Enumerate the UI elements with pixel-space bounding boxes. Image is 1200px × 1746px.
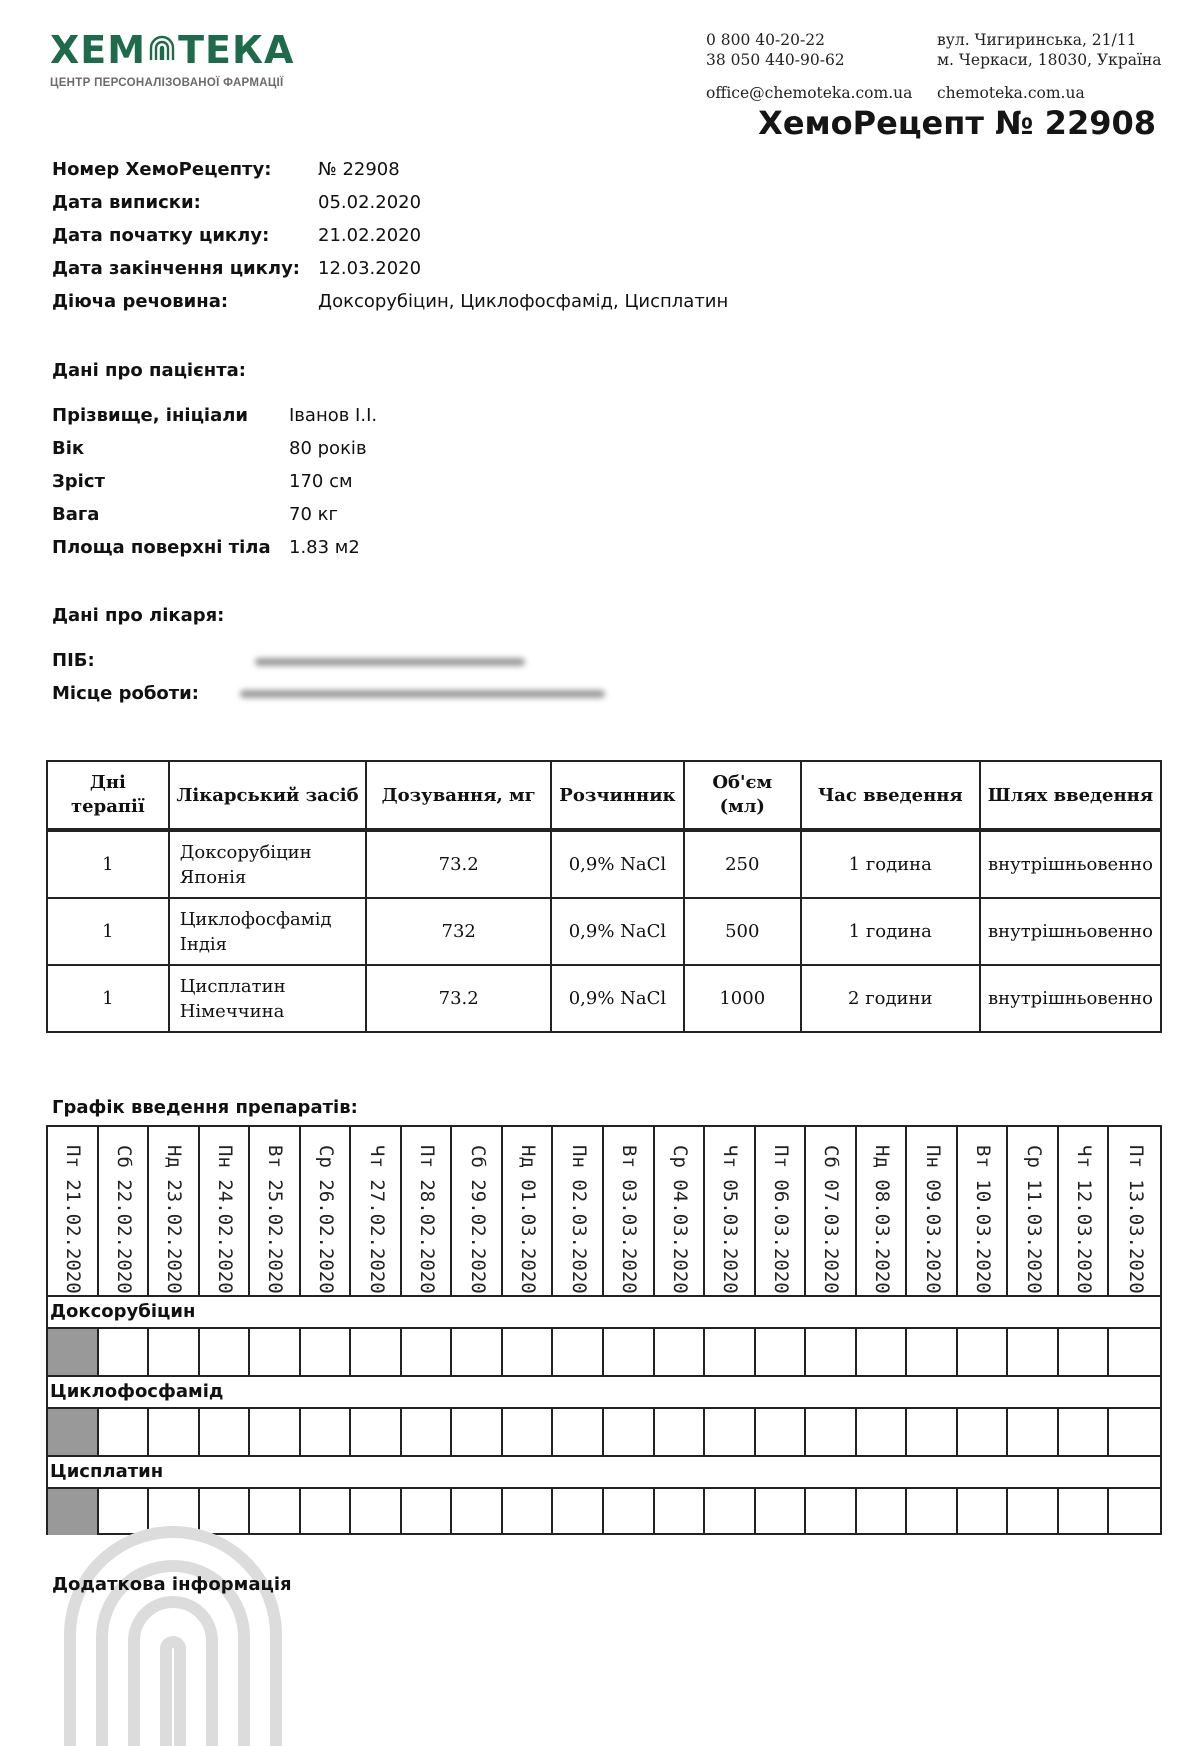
doctor-heading: Дані про лікаря: (52, 605, 225, 626)
cell-solvent: 0,9% NaCl (551, 898, 684, 965)
table-row (47, 898, 1161, 965)
schedule-date-label: Сб 29.02.2020 (466, 1145, 489, 1294)
address-line-2: м. Черкаси, 18030, Україна (937, 51, 1162, 69)
cell-volume: 1000 (684, 965, 801, 1032)
prescription-value: 21.02.2020 (318, 225, 422, 246)
contact-website[interactable]: chemoteka.com.ua (937, 84, 1085, 102)
schedule-date-label: Пт 21.02.2020 (62, 1145, 85, 1294)
schedule-cell (1059, 1487, 1110, 1535)
col-header: Час введення (801, 761, 980, 830)
prescription-value: Доксорубіцин, Циклофосфамід, Цисплатин (318, 291, 729, 312)
prescription-label: Дата початку циклу: (52, 225, 270, 246)
cell-time: 1 година (801, 898, 980, 965)
schedule-date-column (402, 1127, 453, 1295)
patient-value: Іванов І.І. (289, 405, 378, 426)
schedule-cell (1109, 1327, 1160, 1375)
schedule-date-column (604, 1127, 655, 1295)
drug-name: Доксорубіцин (179, 841, 312, 863)
schedule-date-column (857, 1127, 908, 1295)
cell-days: 1 (47, 830, 169, 898)
schedule-date-column (99, 1127, 150, 1295)
phone-1[interactable]: 0 800 40-20-22 (706, 31, 825, 49)
schedule-cell (958, 1327, 1009, 1375)
contact-address (937, 30, 1162, 70)
schedule-cell (351, 1327, 402, 1375)
schedule-date-column (1059, 1127, 1110, 1295)
schedule-date-column (806, 1127, 857, 1295)
schedule-cell (1109, 1487, 1160, 1535)
schedule-cell (604, 1327, 655, 1375)
schedule-cell (503, 1487, 554, 1535)
patient-label: Вік (52, 438, 85, 459)
schedule-date-label: Чт 27.02.2020 (365, 1145, 388, 1294)
col-header: Розчинник (551, 761, 684, 830)
table-row (47, 830, 1161, 898)
contact-phones (706, 30, 845, 70)
schedule-cell (402, 1327, 453, 1375)
schedule-cell (857, 1487, 908, 1535)
drug-origin: Японія (179, 866, 247, 888)
schedule-date-column (958, 1127, 1009, 1295)
schedule-cell (655, 1487, 706, 1535)
col-header: Об'єм (мл) (684, 761, 801, 830)
schedule-date-label: Чт 12.03.2020 (1073, 1145, 1096, 1294)
schedule-date-column (48, 1127, 99, 1295)
schedule-cell (907, 1327, 958, 1375)
schedule-date-column (1109, 1127, 1160, 1295)
brand-wordmark (50, 30, 310, 70)
brand-wordmark-right: ТЕКА (178, 28, 295, 72)
patient-value: 80 років (289, 438, 367, 459)
schedule-cell (250, 1327, 301, 1375)
schedule-date-column (655, 1127, 706, 1295)
schedule-cell (48, 1407, 99, 1455)
schedule-cell (806, 1327, 857, 1375)
schedule-date-label: Пт 06.03.2020 (769, 1145, 792, 1294)
table-row (47, 965, 1161, 1032)
brand-wordmark-left: ХЕМ (50, 28, 147, 72)
schedule-date-label: Ср 04.03.2020 (668, 1145, 691, 1294)
schedule-cell (553, 1407, 604, 1455)
schedule-cell (1109, 1407, 1160, 1455)
drug-name: Цисплатин (179, 975, 286, 997)
table-header-row (47, 761, 1161, 830)
schedule-cell (806, 1487, 857, 1535)
schedule-cell (705, 1407, 756, 1455)
extra-info-heading: Додаткова інформація (52, 1574, 292, 1595)
cell-dose: 73.2 (366, 830, 551, 898)
schedule-date-column (452, 1127, 503, 1295)
schedule-cell (452, 1487, 503, 1535)
schedule-cell (705, 1327, 756, 1375)
schedule-cell (857, 1407, 908, 1455)
brand-logo (50, 30, 310, 100)
schedule-cell (655, 1407, 706, 1455)
prescription-value: 05.02.2020 (318, 192, 422, 213)
schedule-date-label: Сб 07.03.2020 (820, 1145, 843, 1294)
prescription-label: Дата закінчення циклу: (52, 258, 301, 279)
schedule-cell (958, 1407, 1009, 1455)
schedule-date-label: Вт 10.03.2020 (972, 1145, 995, 1294)
schedule-cell (907, 1487, 958, 1535)
contact-email[interactable]: office@chemoteka.com.ua (706, 84, 913, 102)
schedule-cell (452, 1327, 503, 1375)
schedule-date-label: Пн 02.03.2020 (567, 1145, 590, 1294)
schedule-date-column (1008, 1127, 1059, 1295)
brand-tagline: ЦЕНТР ПЕРСОНАЛІЗОВАНОЇ ФАРМАЦІЇ (50, 77, 284, 89)
drug-origin: Індія (179, 933, 228, 955)
schedule-cell (857, 1327, 908, 1375)
schedule-cell (604, 1407, 655, 1455)
schedule-cell (958, 1487, 1009, 1535)
schedule-cell (553, 1487, 604, 1535)
prescription-label: Дата виписки: (52, 192, 201, 213)
schedule-date-column (200, 1127, 251, 1295)
phone-2[interactable]: 38 050 440-90-62 (706, 51, 845, 69)
schedule-cell (1008, 1327, 1059, 1375)
schedule-cell (655, 1327, 706, 1375)
schedule-cell (99, 1407, 150, 1455)
cell-route: внутрішньовенно (980, 965, 1161, 1032)
schedule-cell (756, 1407, 807, 1455)
col-header: Лікарський засіб (169, 761, 367, 830)
schedule-drug-name: Циклофосфамід (48, 1375, 1160, 1407)
fingerprint-logo-icon (147, 34, 177, 66)
medication-table (46, 760, 1162, 1033)
schedule-grid (46, 1125, 1162, 1535)
schedule-cell (301, 1487, 352, 1535)
schedule-cell (149, 1407, 200, 1455)
cell-volume: 500 (684, 898, 801, 965)
cell-solvent: 0,9% NaCl (551, 965, 684, 1032)
cell-days: 1 (47, 965, 169, 1032)
schedule-cell (1059, 1407, 1110, 1455)
schedule-cell (200, 1327, 251, 1375)
schedule-cell (604, 1487, 655, 1535)
schedule-cell (1008, 1487, 1059, 1535)
schedule-cell (503, 1407, 554, 1455)
address-line-1: вул. Чигиринська, 21/11 (937, 31, 1137, 49)
schedule-cell (553, 1327, 604, 1375)
patient-value: 170 см (289, 471, 353, 492)
schedule-cell (452, 1407, 503, 1455)
col-header: Шлях введення (980, 761, 1161, 830)
schedule-date-column (301, 1127, 352, 1295)
cell-drug (169, 898, 367, 965)
schedule-cell (250, 1407, 301, 1455)
schedule-date-label: Пт 28.02.2020 (416, 1145, 439, 1294)
schedule-date-label: Нд 08.03.2020 (870, 1145, 893, 1294)
schedule-drug-name: Цисплатин (48, 1455, 1160, 1487)
schedule-date-column (149, 1127, 200, 1295)
schedule-cell (756, 1487, 807, 1535)
cell-solvent: 0,9% NaCl (551, 830, 684, 898)
prescription-label: Діюча речовина: (52, 291, 229, 312)
schedule-date-label: Пт 13.03.2020 (1124, 1145, 1147, 1294)
cell-volume: 250 (684, 830, 801, 898)
schedule-cell (48, 1327, 99, 1375)
patient-label: Зріст (52, 471, 105, 492)
schedule-date-column (250, 1127, 301, 1295)
doctor-name-redacted (255, 658, 525, 666)
schedule-cell (99, 1327, 150, 1375)
patient-value: 1.83 м2 (289, 537, 360, 558)
schedule-date-label: Вт 25.02.2020 (264, 1145, 287, 1294)
drug-name: Циклофосфамід (179, 908, 332, 930)
schedule-cell (301, 1407, 352, 1455)
schedule-date-label: Вт 03.03.2020 (618, 1145, 641, 1294)
schedule-date-label: Ср 26.02.2020 (314, 1145, 337, 1294)
patient-label: Площа поверхні тіла (52, 537, 271, 558)
cell-route: внутрішньовенно (980, 898, 1161, 965)
cell-time: 1 година (801, 830, 980, 898)
schedule-cell (402, 1487, 453, 1535)
prescription-value: 12.03.2020 (318, 258, 422, 279)
cell-dose: 73.2 (366, 965, 551, 1032)
schedule-date-label: Пн 09.03.2020 (921, 1145, 944, 1294)
col-header: Дозування, мг (366, 761, 551, 830)
fingerprint-watermark-icon (58, 1525, 288, 1746)
document-title: ХемоРецепт № 22908 (758, 104, 1156, 142)
schedule-cell (200, 1407, 251, 1455)
schedule-heading: Графік введення препаратів: (52, 1097, 358, 1118)
patient-label: Вага (52, 504, 100, 525)
schedule-cell (503, 1327, 554, 1375)
cell-dose: 732 (366, 898, 551, 965)
schedule-cell (1059, 1327, 1110, 1375)
schedule-date-column (705, 1127, 756, 1295)
prescription-value: № 22908 (318, 159, 400, 180)
schedule-cell (705, 1487, 756, 1535)
schedule-cell (907, 1407, 958, 1455)
patient-value: 70 кг (289, 504, 338, 525)
schedule-cell (402, 1407, 453, 1455)
schedule-date-label: Ср 11.03.2020 (1022, 1145, 1045, 1294)
prescription-label: Номер ХемоРецепту: (52, 159, 272, 180)
schedule-cell (756, 1327, 807, 1375)
schedule-date-column (351, 1127, 402, 1295)
schedule-cell (301, 1327, 352, 1375)
cell-days: 1 (47, 898, 169, 965)
doctor-work-label: Місце роботи: (52, 683, 199, 704)
schedule-date-label: Сб 22.02.2020 (112, 1145, 135, 1294)
schedule-date-label: Чт 05.03.2020 (719, 1145, 742, 1294)
schedule-date-column (907, 1127, 958, 1295)
schedule-cell (806, 1407, 857, 1455)
schedule-cell (351, 1487, 402, 1535)
drug-origin: Німеччина (179, 1000, 285, 1022)
cell-route: внутрішньовенно (980, 830, 1161, 898)
schedule-date-column (553, 1127, 604, 1295)
patient-heading: Дані про пацієнта: (52, 360, 246, 381)
schedule-date-label: Нд 23.02.2020 (163, 1145, 186, 1294)
col-header: Дні терапії (47, 761, 169, 830)
schedule-date-label: Нд 01.03.2020 (517, 1145, 540, 1294)
doctor-name-label: ПІБ: (52, 650, 95, 671)
schedule-cell (149, 1327, 200, 1375)
schedule-cell (351, 1407, 402, 1455)
schedule-drug-name: Доксорубіцин (48, 1295, 1160, 1327)
patient-label: Прізвище, ініціали (52, 405, 249, 426)
schedule-date-column (503, 1127, 554, 1295)
cell-drug (169, 965, 367, 1032)
schedule-date-column (756, 1127, 807, 1295)
doctor-work-redacted (240, 690, 605, 698)
cell-drug (169, 830, 367, 898)
cell-time: 2 години (801, 965, 980, 1032)
schedule-cell (1008, 1407, 1059, 1455)
schedule-date-label: Пн 24.02.2020 (213, 1145, 236, 1294)
